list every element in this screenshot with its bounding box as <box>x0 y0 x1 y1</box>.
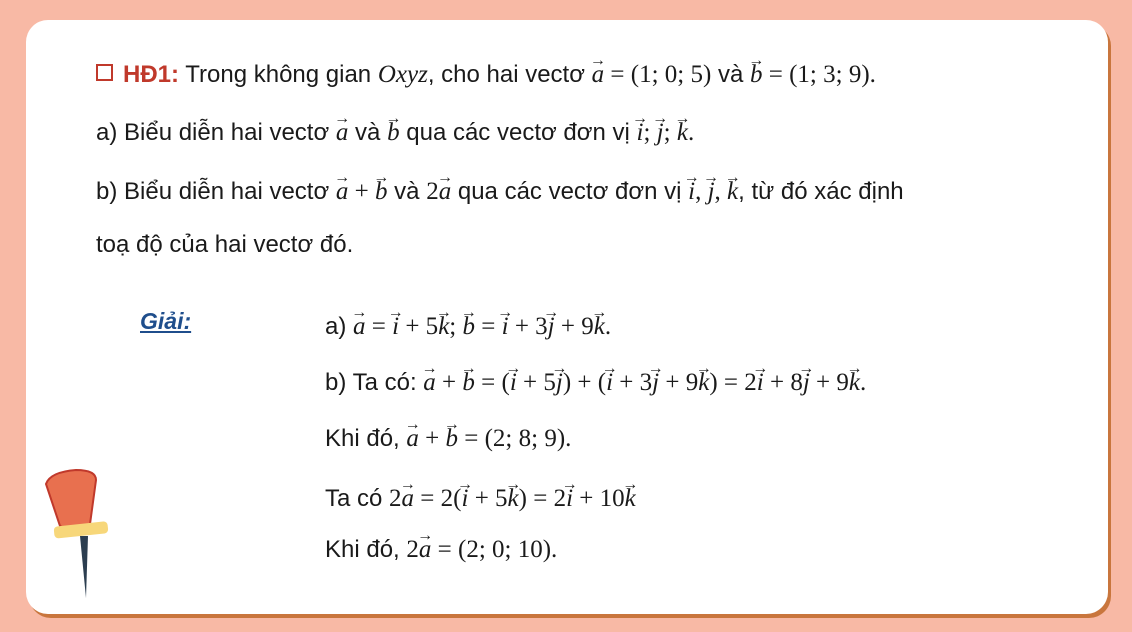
solution-2a: Ta có 2→ a = 2(→ i + 5→ k) = 2→ i + 10→ k <box>325 484 636 514</box>
problem-line-1: HĐ1: Trong không gian Oxyz, cho hai vectơ → a = (1; 0; 5) và → b = (1; 3; 9). <box>96 60 876 90</box>
line3-tail: , từ đó xác định <box>738 178 904 205</box>
problem-line-2: a) Biểu diễn hai vectơ → a và → b qua các vectơ đơn vị → i; → j; → k. <box>96 118 694 148</box>
line2-suffix: qua các vectơ đơn vị <box>406 119 630 146</box>
solution-a-prefix: a) <box>325 313 347 340</box>
line2-prefix: a) Biểu diễn hai vectơ <box>96 119 330 146</box>
space-name: Oxyz <box>377 61 428 88</box>
problem-line-3: b) Biểu diễn hai vectơ → a + → b và 2→ a qua các vectơ đơn vị → i, → j, → k, từ đó xác định <box>96 177 904 207</box>
khi-do-1: Khi đó, <box>325 425 400 452</box>
solution-b: b) Ta có: → a + → b = (→ i + 5→ j) + (→ i + 3→ j + 9→ k) = 2→ i + 8→ j + 9→ k. <box>325 368 866 398</box>
problem-text-2: , cho hai vectơ <box>427 61 585 88</box>
solution-b-prefix: b) Ta có: <box>325 369 417 396</box>
conjunction: và <box>717 61 744 88</box>
solution-result-2: Khi đó, 2→ a = (2; 0; 10). <box>325 535 557 565</box>
square-bullet-icon <box>96 64 113 81</box>
khi-do-2: Khi đó, <box>325 536 400 563</box>
problem-line-4: toạ độ của hai vectơ đó. <box>96 231 354 258</box>
problem-text: Trong không gian <box>185 61 372 88</box>
push-pin-icon <box>40 466 120 606</box>
line2-and: và <box>355 119 381 146</box>
line3-suffix: qua các vectơ đơn vị <box>457 178 682 205</box>
line3-prefix: b) Biểu diễn hai vectơ <box>96 178 330 205</box>
line3-and: và <box>394 178 420 205</box>
result-1: = (2; 8; 9). <box>464 425 572 452</box>
vector-a-value: = (1; 0; 5) <box>610 61 712 88</box>
solution-result-1: Khi đó, → a + → b = (2; 8; 9). <box>325 424 571 454</box>
solution-a: a) → a = → i + 5→ k; → b = → i + 3→ j + 9→ k. <box>325 312 611 342</box>
ta-co-2: Ta có <box>325 485 383 512</box>
vector-b-value: = (1; 3; 9). <box>768 61 876 88</box>
solution-title: Giải: <box>140 308 192 334</box>
result-2: = (2; 0; 10). <box>437 536 558 563</box>
problem-label: HĐ1: <box>123 61 180 88</box>
